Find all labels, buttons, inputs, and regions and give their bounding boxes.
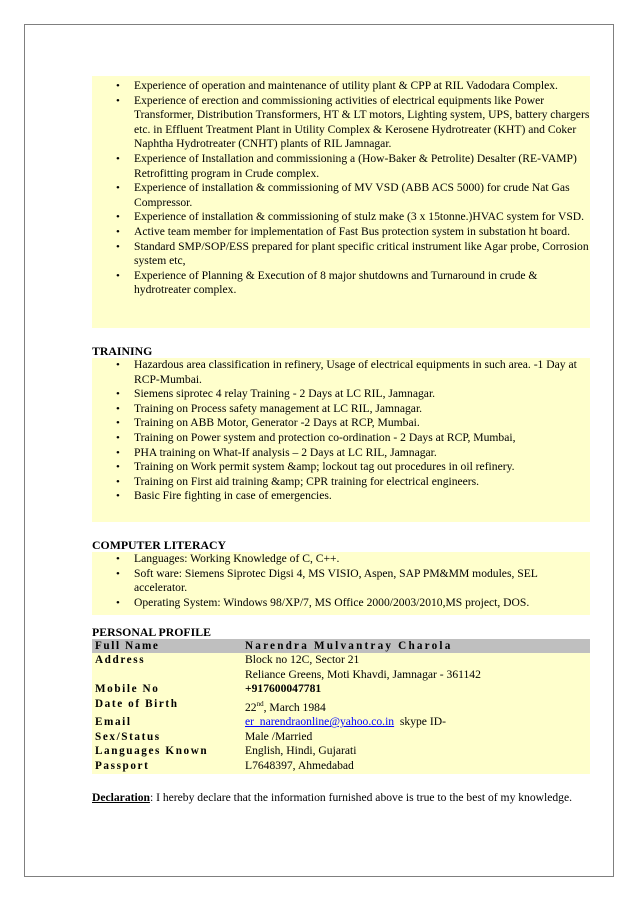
training-title: TRAINING	[92, 344, 153, 358]
training-item: • Siemens siprotec 4 relay Training - 2 Days at LC RIL, Jamnagar.	[92, 387, 590, 402]
full-name-label: Full Name	[92, 639, 242, 653]
mobile-value: +917600047781	[242, 682, 590, 697]
dob-label: Date of Birth	[92, 697, 242, 715]
experience-item: • Experience of Planning & Execution of 8 major shutdowns and Turnaround in crude & hydrotreater complex.	[92, 269, 590, 298]
declaration-label: Declaration	[92, 790, 150, 804]
declaration	[92, 791, 590, 805]
profile-row-languages	[92, 744, 590, 759]
profile-row-email	[92, 715, 590, 730]
training-item: • Training on ABB Motor, Generator -2 Days at RCP, Mumbai.	[92, 416, 590, 431]
languages-value: English, Hindi, Gujarati	[242, 744, 590, 759]
experience-item: • Experience of operation and maintenance of utility plant & CPP at RIL Vadodara Complex.	[92, 79, 590, 94]
experience-item: • Experience of installation & commissioning of stulz make (3 x 15tonne.)HVAC system for VSD.	[92, 210, 590, 225]
languages-label: Languages Known	[92, 744, 242, 759]
experience-item: • Standard SMP/SOP/ESS prepared for plant specific critical instrument like Agar probe, Corrosion system etc,	[92, 240, 590, 269]
address-label: Address	[92, 653, 242, 682]
profile-row-sex	[92, 730, 590, 745]
profile-row-mobile	[92, 682, 590, 697]
sex-label: Sex/Status	[92, 730, 242, 745]
experience-item: • Experience of Installation and commissioning a (How-Baker & Petrolite) Desalter (RE-VAMP) Retrofitting program in Crude complex.	[92, 152, 590, 181]
profile-row-address	[92, 653, 590, 682]
full-name-value: Narendra Mulvantray Charola	[242, 639, 590, 653]
dob-suffix: nd	[256, 699, 264, 708]
training-item: • Training on First aid training &amp; CPR training for electrical engineers.	[92, 475, 590, 490]
address-line-1: Block no 12C, Sector 21	[245, 653, 360, 666]
training-section	[92, 358, 590, 522]
computer-literacy-item: • Soft ware: Siemens Siprotec Digsi 4, MS VISIO, Aspen, SAP PM&MM modules, SEL accelerator.	[92, 567, 590, 596]
passport-value: L7648397, Ahmedabad	[242, 759, 590, 774]
profile-row-name	[92, 639, 590, 653]
dob-day: 22	[245, 700, 257, 714]
email-value	[242, 715, 590, 730]
experience-list	[92, 79, 590, 298]
address-value	[242, 653, 590, 682]
personal-profile-table	[92, 639, 590, 774]
computer-literacy-item: • Languages: Working Knowledge of C, C++.	[92, 552, 590, 567]
dob-value	[242, 697, 590, 715]
training-item: • Hazardous area classification in refinery, Usage of electrical equipments in such area. -1 Day at RCP-Mumbai.	[92, 358, 590, 387]
sex-value: Male /Married	[242, 730, 590, 745]
computer-literacy-section	[92, 552, 590, 615]
dob-rest: , March 1984	[263, 700, 326, 714]
experience-item: • Experience of erection and commissioning activities of electrical equipments like Power Transformer, Distribution Transformers, HT & LT motors, Lighting system, UPS, battery chargers etc. in Effluent Treatment Plant in Utility Complex & Kerosene Hydrotreater (KHT) and Coker Naphtha Hydrotreater (CNHT) plants of RIL Jamnagar.	[92, 94, 590, 152]
computer-literacy-item: • Operating System: Windows 98/XP/7, MS Office 2000/2003/2010,MS project, DOS.	[92, 596, 590, 611]
mobile-label: Mobile No	[92, 682, 242, 697]
personal-profile-title: PERSONAL PROFILE	[92, 625, 211, 639]
declaration-text: : I hereby declare that the information furnished above is true to the best of my knowledge.	[149, 790, 573, 804]
email-link[interactable]: er_narendraonline@yahoo.co.in	[245, 715, 395, 729]
training-item: • PHA training on What-If analysis – 2 Days at LC RIL, Jamnagar.	[92, 446, 590, 461]
computer-literacy-list	[92, 552, 590, 610]
training-item: • Basic Fire fighting in case of emergencies.	[92, 489, 590, 504]
computer-literacy-title: COMPUTER LITERACY	[92, 538, 227, 552]
training-item: • Training on Power system and protection co-ordination - 2 Days at RCP, Mumbai,	[92, 431, 590, 446]
experience-item: • Active team member for implementation of Fast Bus protection system in substation ht board.	[92, 225, 590, 240]
email-label: Email	[92, 715, 242, 730]
experience-section	[92, 76, 590, 328]
email-extra: skype ID-	[394, 715, 446, 729]
profile-row-passport	[92, 759, 590, 774]
experience-item: • Experience of installation & commissioning of MV VSD (ABB ACS 5000) for crude Nat Gas Compressor.	[92, 181, 590, 210]
training-item: • Training on Process safety management at LC RIL, Jamnagar.	[92, 402, 590, 417]
training-list	[92, 358, 590, 504]
address-line-2: Reliance Greens, Moti Khavdi, Jamnagar - 361142	[245, 667, 481, 681]
passport-label: Passport	[92, 759, 242, 774]
training-item: • Training on Work permit system &amp; lockout tag out procedures in oil refinery.	[92, 460, 590, 475]
resume-content	[92, 76, 590, 805]
profile-row-dob	[92, 697, 590, 715]
